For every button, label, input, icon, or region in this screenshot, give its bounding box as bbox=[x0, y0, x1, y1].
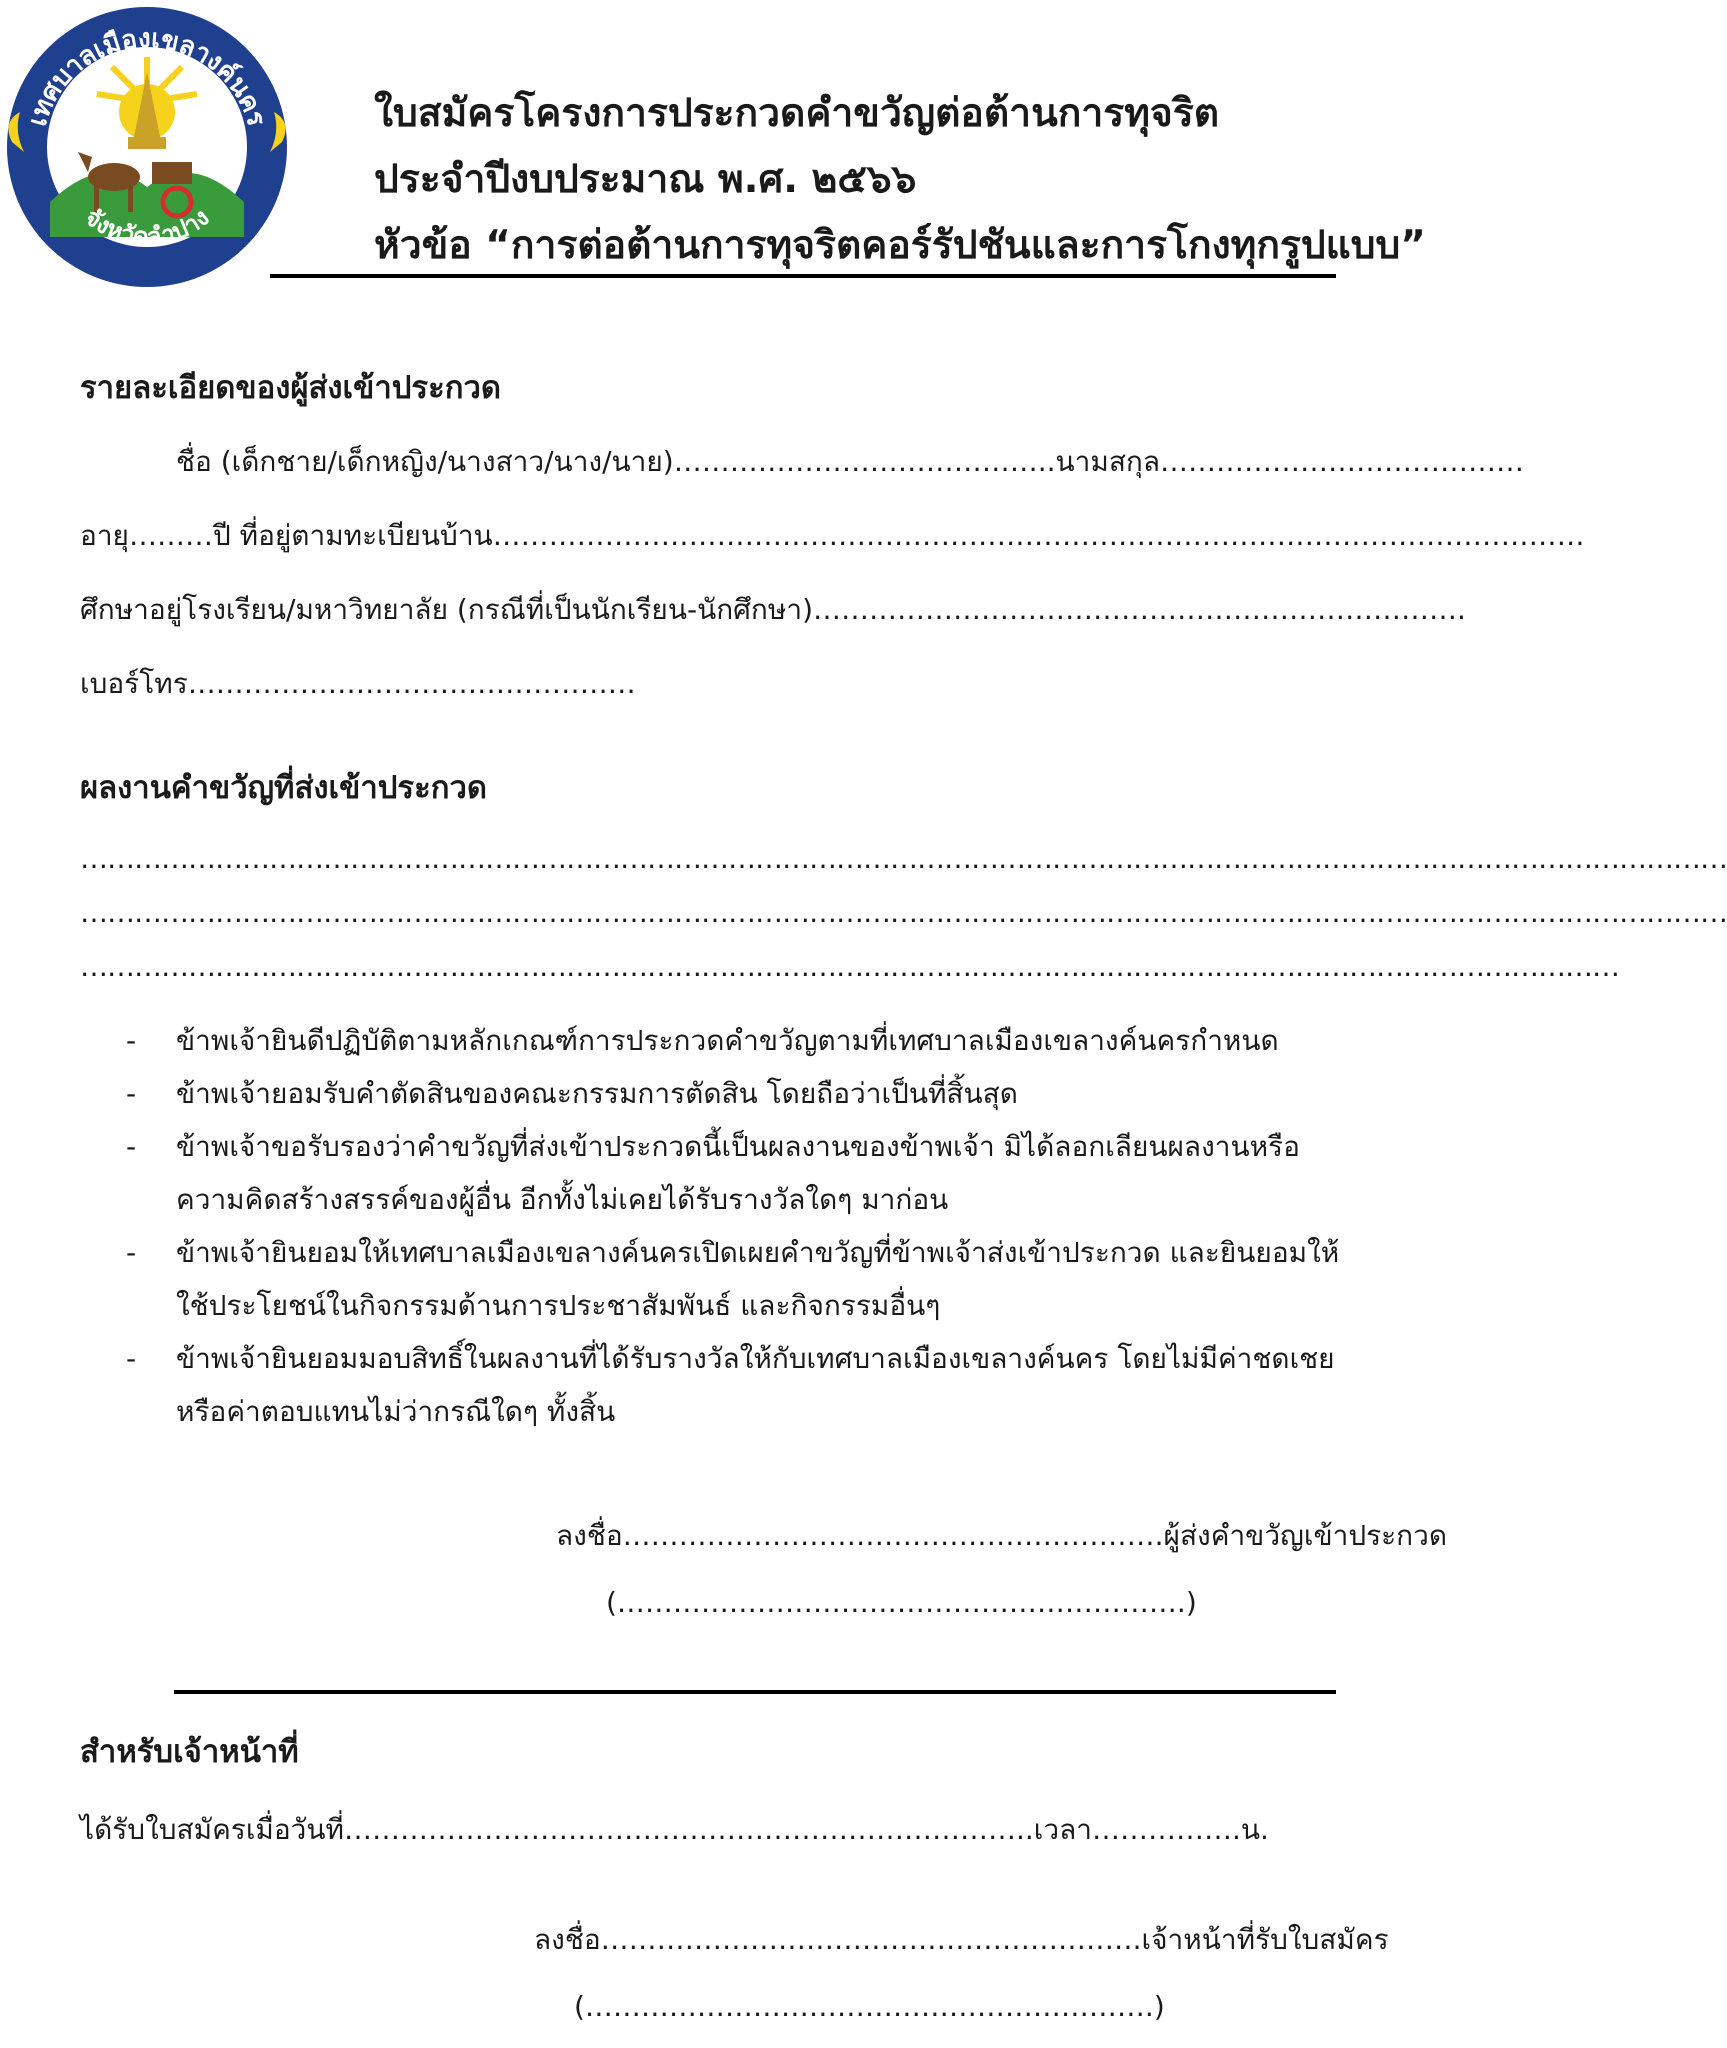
officer-name-parenthesis[interactable]: (…………………………………………………….) bbox=[574, 1990, 1165, 2023]
slogan-line-2[interactable]: ………………………………………………………………………………………………………………………………………………………………… bbox=[80, 896, 1727, 929]
slogan-line-1[interactable]: ………………………………………………………………………………………………………………………………………………………………… bbox=[80, 842, 1727, 875]
slogan-line-3[interactable]: ……………………………………………………………………………………………………………………………………………………… bbox=[80, 950, 1619, 983]
svg-text:จังหวัดลำปาง: จังหวัดลำปาง bbox=[79, 202, 215, 252]
name-field-row[interactable]: ชื่อ (เด็กชาย/เด็กหญิง/นางสาว/นาง/นาย)…………………………………..นามสกุล………………………………… bbox=[176, 445, 1525, 478]
applicant-name-parenthesis[interactable]: (…………………………………………………….) bbox=[606, 1586, 1197, 1619]
applicant-heading: รายละเอียดของผู้ส่งเข้าประกวด bbox=[80, 370, 502, 406]
received-date-row[interactable]: ได้รับใบสมัครเมื่อวันที่………………………………………………………………..เวลา…………….น. bbox=[80, 1813, 1269, 1846]
term-item: ข้าพเจ้ายินดีปฏิบัติตามหลักเกณฑ์การประกวดคำขวัญตามที่เทศบาลเมืองเขลางค์นครกำหนด bbox=[176, 1024, 1279, 1057]
officer-divider bbox=[174, 1690, 1336, 1694]
applicant-signature-row[interactable]: ลงชื่อ………………………………………………….ผู้ส่งคำขวัญเข้าประกวด bbox=[556, 1519, 1448, 1552]
term-item: ข้าพเจ้ายินยอมมอบสิทธิ์ในผลงานที่ได้รับรางวัลให้กับเทศบาลเมืองเขลางค์นคร โดยไม่มีค่าชดเชยหรือค่าตอบแทนไม่ว่ากรณีใดๆ ทั้งสิ้น bbox=[176, 1342, 1335, 1428]
officer-signature-row[interactable]: ลงชื่อ………………………………………………….เจ้าหน้าที่รับใบสมัคร bbox=[534, 1923, 1389, 1956]
fiscal-year: ประจำปีงบประมาณ พ.ศ. ๒๕๖๖ bbox=[374, 157, 917, 202]
term-item: ข้าพเจ้าขอรับรองว่าคำขวัญที่ส่งเข้าประกวดนี้เป็นผลงานของข้าพเจ้า มิได้ลอกเลียนผลงานหรือความคิดสร้างสรรค์ของผู้อื่น อีกทั้งไม่เคยได้รับรางวัลใดๆ มาก่อน bbox=[176, 1130, 1300, 1216]
school-field-row[interactable]: ศึกษาอยู่โรงเรียน/มหาวิทยาลัย (กรณีที่เป็นนักเรียน-นักศึกษา)……………………………………………………………. bbox=[80, 593, 1466, 626]
term-item: ข้าพเจ้ายินยอมให้เทศบาลเมืองเขลางค์นครเปิดเผยคำขวัญที่ข้าพเจ้าส่งเข้าประกวด และยินยอมให้ใช้ประโยชน์ในกิจกรรมด้านการประชาสัมพันธ์ และกิจกรรมอื่นๆ bbox=[176, 1236, 1340, 1322]
term-dash: - bbox=[126, 1077, 137, 1110]
phone-field-row[interactable]: เบอร์โทร………………………………………… bbox=[80, 667, 636, 700]
topic: หัวข้อ “การต่อต้านการทุจริตคอร์รัปชันและการโกงทุกรูปแบบ” bbox=[374, 223, 1426, 268]
term-dash: - bbox=[126, 1130, 137, 1163]
header-divider bbox=[270, 274, 1336, 278]
term-dash: - bbox=[126, 1024, 137, 1057]
svg-text:เทศบาลเมืองเขลางค์นคร: เทศบาลเมืองเขลางค์นคร bbox=[22, 23, 272, 130]
form-title: ใบสมัครโครงการประกวดคำขวัญต่อต้านการทุจริต bbox=[374, 91, 1220, 136]
age-address-field-row[interactable]: อายุ………ปี ที่อยู่ตามทะเบียนบ้าน……………………………………………………………………………………………………… bbox=[80, 519, 1585, 552]
term-dash: - bbox=[126, 1342, 137, 1375]
term-dash: - bbox=[126, 1236, 137, 1269]
term-item: ข้าพเจ้ายอมรับคำตัดสินของคณะกรรมการตัดสิน โดยถือว่าเป็นที่สิ้นสุด bbox=[176, 1077, 1018, 1110]
slogan-heading: ผลงานคำขวัญที่ส่งเข้าประกวด bbox=[80, 770, 488, 806]
municipality-seal-logo bbox=[2, 2, 292, 292]
officer-heading: สำหรับเจ้าหน้าที่ bbox=[80, 1734, 299, 1770]
